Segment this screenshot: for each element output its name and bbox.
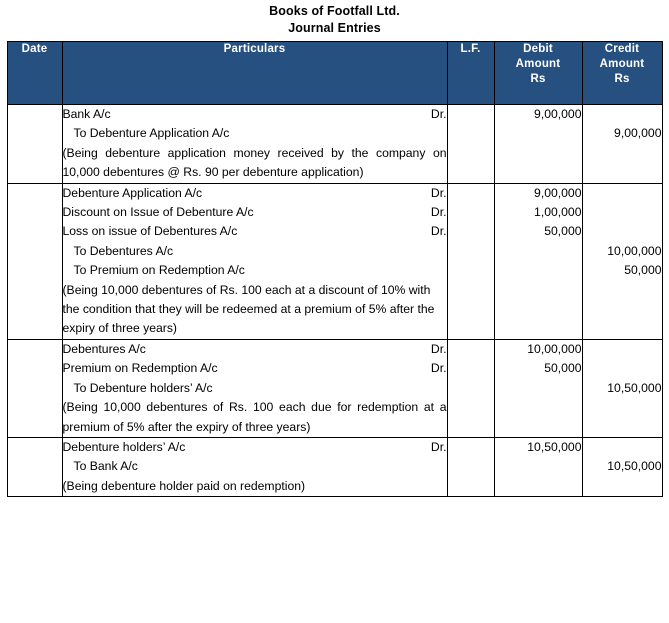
debit-amount: 50,000 — [544, 224, 582, 239]
column-header-lf: L.F. — [447, 42, 494, 105]
account-name: Loss on issue of Debentures A/c — [62, 224, 238, 239]
entry-narration: (Being debenture application money received by the company on 10,000 debentures @ Rs. 90 per debenture application) — [62, 145, 447, 180]
table-row — [7, 339, 662, 437]
credit-header-line-1: Credit — [604, 43, 640, 55]
column-header-debit-amount — [494, 42, 582, 105]
entry-narration: (Being 10,000 debentures of Rs. 100 each at a discount of 10% with the condition that they will be redeemed at a premium of 5% after the expiry of three years) — [62, 282, 435, 336]
entry-debit-amount-cell — [494, 339, 582, 437]
account-line — [63, 242, 447, 261]
column-header-credit-amount — [582, 42, 662, 105]
debit-header-line-1: Debit — [523, 43, 553, 55]
credit-amount: 10,50,000 — [607, 459, 662, 474]
credit-header-line-2: Amount — [599, 58, 645, 70]
table-row — [7, 437, 662, 496]
credit-amount: 9,00,000 — [614, 126, 662, 141]
account-line — [63, 184, 447, 203]
column-header-date: Date — [7, 42, 62, 105]
table-row — [7, 183, 662, 339]
debit-credit-marker: Dr. — [430, 361, 447, 376]
debit-credit-marker: Dr. — [430, 439, 447, 454]
credit-amount: 10,50,000 — [607, 380, 662, 395]
account-line — [63, 457, 447, 476]
account-line — [63, 124, 447, 143]
account-name: Debenture Application A/c — [62, 185, 203, 200]
debit-header-line-2: Amount — [515, 58, 561, 70]
entry-debit-amount-cell — [494, 437, 582, 496]
debit-credit-marker: Dr. — [430, 107, 447, 121]
column-header-particulars: Particulars — [62, 42, 447, 105]
account-line — [63, 261, 447, 280]
statement-title: Journal Entries — [288, 21, 381, 35]
debit-amount: 50,000 — [544, 361, 582, 376]
debit-amount: 10,00,000 — [527, 341, 582, 356]
account-name: Bank A/c — [62, 107, 111, 121]
debit-credit-marker: Dr. — [430, 224, 447, 239]
table-header — [7, 42, 662, 105]
entry-debit-amount-cell — [494, 183, 582, 339]
debit-header-line-3: Rs — [530, 73, 546, 85]
entry-date-cell — [7, 183, 62, 339]
account-name: To Debenture holders’ A/c — [73, 380, 213, 395]
account-name: To Debentures A/c — [73, 243, 174, 258]
entry-particulars-cell — [62, 183, 447, 339]
entry-credit-amount-cell — [582, 105, 662, 184]
entry-lf-cell — [447, 183, 494, 339]
entry-narration: (Being debenture holder paid on redemption) — [62, 478, 306, 493]
account-line — [63, 340, 447, 359]
entry-lf-cell — [447, 437, 494, 496]
company-title: Books of Footfall Ltd. — [269, 4, 400, 18]
account-name: To Debenture Application A/c — [73, 126, 230, 141]
entry-date-cell — [7, 339, 62, 437]
entry-particulars-cell — [62, 437, 447, 496]
account-name: To Bank A/c — [73, 459, 138, 474]
credit-amount: 10,00,000 — [607, 243, 662, 258]
entry-particulars-cell — [62, 339, 447, 437]
debit-amount: 9,00,000 — [534, 107, 582, 121]
account-name: Discount on Issue of Debenture A/c — [62, 205, 254, 220]
account-name: Debentures A/c — [62, 341, 146, 356]
debit-amount: 1,00,000 — [534, 205, 582, 220]
entry-lf-cell — [447, 105, 494, 184]
table-row — [7, 105, 662, 184]
entry-credit-amount-cell — [582, 437, 662, 496]
journal-entries-table — [7, 41, 663, 497]
entry-date-cell — [7, 105, 62, 184]
entry-credit-amount-cell — [582, 183, 662, 339]
debit-amount: 9,00,000 — [534, 185, 582, 200]
credit-amount: 50,000 — [624, 263, 662, 278]
account-line — [63, 438, 447, 457]
account-line — [63, 222, 447, 241]
account-line — [63, 105, 447, 124]
account-name: Premium on Redemption A/c — [62, 361, 218, 376]
account-line — [63, 379, 447, 398]
table-body — [7, 105, 662, 497]
entry-particulars-cell — [62, 105, 447, 184]
credit-header-line-3: Rs — [614, 73, 630, 85]
entry-credit-amount-cell — [582, 339, 662, 437]
entry-debit-amount-cell — [494, 105, 582, 184]
entry-lf-cell — [447, 339, 494, 437]
entry-date-cell — [7, 437, 62, 496]
debit-credit-marker: Dr. — [430, 185, 447, 200]
debit-credit-marker: Dr. — [430, 205, 447, 220]
entry-narration: (Being 10,000 debentures of Rs. 100 each due for redemption at a premium of 5% after the expiry of three years) — [62, 400, 447, 434]
account-line — [63, 203, 447, 222]
account-name: To Premium on Redemption A/c — [73, 263, 245, 278]
header-row — [7, 42, 662, 105]
account-name: Debenture holders’ A/c — [62, 439, 186, 454]
document-heading — [0, 0, 669, 37]
debit-credit-marker: Dr. — [430, 341, 447, 356]
debit-amount: 10,50,000 — [527, 439, 582, 454]
account-line — [63, 359, 447, 378]
